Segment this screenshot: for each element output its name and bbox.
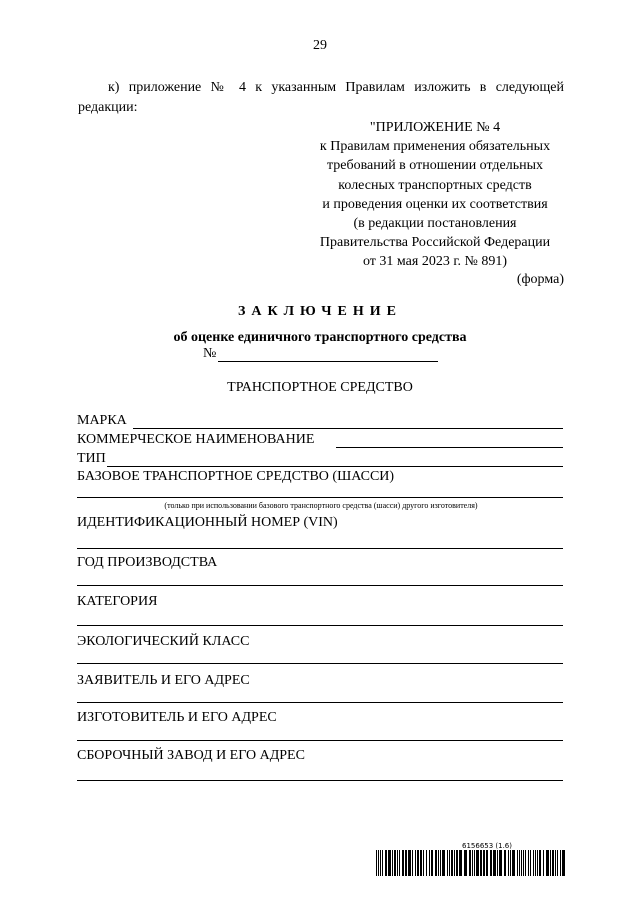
field-label-year: ГОД ПРОИЗВОДСТВА	[77, 555, 218, 570]
barcode-label: 6156653 (1.6)	[462, 842, 512, 850]
document-number-field[interactable]	[218, 347, 438, 362]
intro-paragraph: к) приложение № 4 к указанным Правилам изложить в следующей редакции:	[78, 80, 564, 115]
vin-field[interactable]	[77, 548, 563, 549]
base-vehicle-field[interactable]	[77, 497, 563, 498]
field-label-eco-class: ЭКОЛОГИЧЕСКИЙ КЛАСС	[77, 634, 250, 649]
field-label-commercial-name: КОММЕРЧЕСКОЕ НАИМЕНОВАНИЕ	[77, 432, 315, 447]
assembly-plant-field[interactable]	[77, 780, 563, 781]
applicant-field[interactable]	[77, 702, 563, 703]
year-field[interactable]	[77, 585, 563, 586]
appendix-line: Правительства Российской Федерации	[319, 235, 551, 251]
page-number: 29	[313, 38, 327, 53]
field-label-assembly-plant: СБОРОЧНЫЙ ЗАВОД И ЕГО АДРЕС	[77, 748, 305, 763]
field-label-base-vehicle: БАЗОВОЕ ТРАНСПОРТНОЕ СРЕДСТВО (ШАССИ)	[77, 469, 395, 484]
commercial-name-field[interactable]	[336, 447, 563, 448]
appendix-line: (в редакции постановления	[353, 216, 517, 232]
section-heading: ТРАНСПОРТНОЕ СРЕДСТВО	[227, 380, 413, 395]
form-mark: (форма)	[516, 272, 564, 287]
field-label-type: ТИП	[77, 451, 106, 466]
field-label-category: КАТЕГОРИЯ	[77, 594, 158, 609]
appendix-line: и проведения оценки их соответствия	[322, 196, 548, 212]
category-field[interactable]	[77, 625, 563, 626]
field-label-manufacturer: ИЗГОТОВИТЕЛЬ И ЕГО АДРЕС	[77, 710, 277, 725]
type-field[interactable]	[107, 466, 563, 467]
manufacturer-field[interactable]	[77, 740, 563, 741]
brand-field[interactable]	[133, 428, 563, 429]
base-vehicle-footnote: (только при использовании базового транспортного средства (шасси) другого изготовителя)	[164, 501, 478, 510]
appendix-header	[300, 118, 570, 272]
appendix-line: колесных транспортных средств	[338, 177, 532, 193]
number-sign: №	[203, 346, 217, 361]
document-number-row	[203, 346, 438, 362]
field-label-vin: ИДЕНТИФИКАЦИОННЫЙ НОМЕР (VIN)	[77, 515, 338, 530]
appendix-line: "ПРИЛОЖЕНИЕ № 4	[369, 120, 501, 135]
appendix-line: от 31 мая 2023 г. № 891)	[362, 254, 508, 270]
field-label-brand: МАРКА	[77, 413, 127, 428]
appendix-line: к Правилам применения обязательных	[319, 139, 551, 155]
eco-class-field[interactable]	[77, 663, 563, 664]
field-label-applicant: ЗАЯВИТЕЛЬ И ЕГО АДРЕС	[77, 673, 250, 688]
document-title: ЗАКЛЮЧЕНИЕ	[237, 304, 403, 319]
document-subtitle: об оценке единичного транспортного средства	[173, 330, 467, 345]
appendix-line: требований в отношении отдельных	[326, 158, 544, 174]
barcode-icon	[376, 850, 568, 876]
